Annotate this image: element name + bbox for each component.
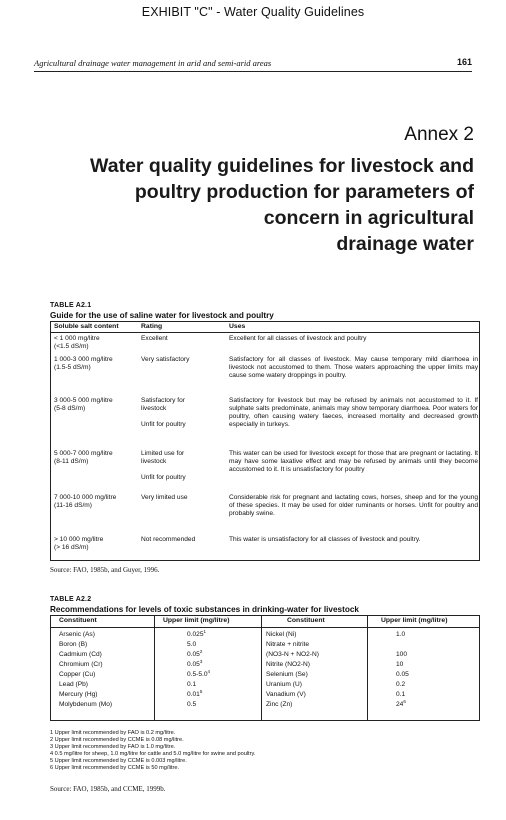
footnote: 4 0.5 mg/litre for sheep, 1.0 mg/litre for cattle and 5.0 mg/litre for swine and poultry. <box>50 751 256 757</box>
footnote: 1 Upper limit recommended by FAO is 0.2 mg/litre. <box>50 730 176 736</box>
column-divider <box>367 616 368 720</box>
upper-limit-cell: 100 <box>396 651 408 658</box>
footnote-marker: 6 <box>403 698 406 704</box>
uses-cell: This water is unsatisfactory for all classes of livestock and poultry. <box>229 536 421 543</box>
title-line: drainage water <box>336 233 474 255</box>
upper-limit-cell: 0.2 <box>396 681 406 688</box>
rating-cell-poultry: Unfit for poultry <box>141 474 186 481</box>
rating-cell: Very limited use <box>141 494 188 501</box>
constituent-cell: Selenium (Se) <box>266 671 308 678</box>
exhibit-header: EXHIBIT "C" - Water Quality Guidelines <box>141 5 365 19</box>
uses-cell: Satisfactory for all classes of livestock. May cause temporary mild diarrhoea in livestock not accustomed to them. Those waters approaching the upper limits may cause some watery droppings in poultry. <box>229 356 478 379</box>
footnotes <box>50 730 255 772</box>
col-header: Soluble salt content <box>54 323 119 330</box>
title-line: concern in agricultural <box>263 207 474 229</box>
upper-limit-cell: 0.5 <box>187 701 197 708</box>
constituent-cell: Vanadium (V) <box>266 691 306 698</box>
upper-limit-cell: 0.01$^5$ <box>187 688 203 698</box>
constituent-cell: Zinc (Zn) <box>266 701 293 708</box>
salt-content-cell: > 10 000 mg/litre (> 16 dS/m) <box>54 536 104 551</box>
footnote: 5 Upper limit recommended by CCME is 0.003 mg/litre. <box>50 758 187 764</box>
running-head-title: Agricultural drainage water management in arid and semi-arid areas <box>34 58 272 68</box>
title-line: Water quality guidelines for livestock and <box>90 155 474 177</box>
constituent-cell: Arsenic (As) <box>59 631 95 638</box>
upper-limit-cell: 10 <box>396 661 404 668</box>
table-header <box>51 616 479 628</box>
uses-cell: This water can be used for livestock except for those that are pregnant or lactating. It may have some laxative effect and may be refused by animals until they become accustomed to it. It is unsatisfactory for poultry <box>229 450 478 473</box>
table-header <box>51 322 479 333</box>
constituent-cell: Nickel (Ni) <box>266 631 297 638</box>
constituent-cell: Cadmium (Cd) <box>59 651 102 658</box>
page-title <box>34 153 474 257</box>
footnote-marker: 3 <box>199 658 203 664</box>
col-header: Constituent <box>287 617 325 624</box>
rating-cell: Not recommended <box>141 536 196 543</box>
constituent-cell: Molybdenum (Mo) <box>59 701 113 708</box>
upper-limit-cell: $0.5-5.0^4$ <box>187 668 211 678</box>
table2-caption: Recommendations for levels of toxic substances in drinking-water for livestock <box>50 605 359 614</box>
constituent-cell: Uranium (U) <box>266 681 302 688</box>
salt-content-cell: 7 000-10 000 mg/litre (11-16 dS/m) <box>54 494 117 509</box>
toxic-substances-table <box>50 615 480 721</box>
saline-water-table <box>50 321 480 561</box>
constituent-cell: Boron (B) <box>59 641 88 648</box>
upper-limit-cell: 0.05$^3$ <box>187 658 203 668</box>
footnote: 2 Upper limit recommended by CCME is 0.08 mg/litre. <box>50 737 184 743</box>
column-divider <box>154 616 155 720</box>
constituent-cell: (NO3-N + NO2-N) <box>266 651 319 658</box>
salt-content-cell: 1 000-3 000 mg/litre (1.5-5 dS/m) <box>54 356 113 371</box>
footnote: 3 Upper limit recommended by FAO is 1.0 mg/litre. <box>50 744 176 750</box>
annex-heading: Annex 2 <box>404 124 474 145</box>
upper-limit-cell: 0.1 <box>396 691 406 698</box>
uses-cell: Excellent for all classes of livestock and poultry <box>229 335 367 342</box>
footnote: 6 Upper limit recommended by CCME is 50 mg/litre. <box>50 765 180 771</box>
constituent-cell: Mercury (Hg) <box>59 691 98 698</box>
rating-cell: Satisfactory for livestock <box>141 397 185 412</box>
table2-label: TABLE A2.2 <box>50 596 92 603</box>
page-number: 161 <box>456 57 472 67</box>
constituent-cell: Lead (Pb) <box>59 681 88 688</box>
salt-content-cell: 5 000-7 000 mg/litre (8-11 dS/m) <box>54 450 113 465</box>
rating-cell: Limited use for livestock <box>141 450 185 465</box>
table2-source: Source: FAO, 1985b, and CCME, 1999b. <box>50 785 166 793</box>
column-divider <box>261 616 262 720</box>
table1-caption: Guide for the use of saline water for livestock and poultry <box>50 311 274 320</box>
footnote-marker: 2 <box>199 648 203 654</box>
rating-cell: Excellent <box>141 335 168 342</box>
constituent-cell: Nitrate + nitrite <box>266 641 310 648</box>
table1-source: Source: FAO, 1985b, and Guyer, 1996. <box>50 566 160 574</box>
upper-limit-cell: 0.1 <box>187 681 197 688</box>
uses-cell: Considerable risk for pregnant and lactating cows, horses, sheep and for the young of these species. It may be used for older ruminants or horses. Unfit for poultry and probably swine. <box>229 494 478 517</box>
col-header: Rating <box>141 323 163 330</box>
title-line: poultry production for parameters of <box>134 181 474 203</box>
upper-limit-cell: 0.05 <box>396 671 409 678</box>
col-header: Uses <box>229 323 246 330</box>
footnote-marker: 1 <box>203 628 207 634</box>
constituent-cell: Chromium (Cr) <box>59 661 103 668</box>
uses-cell: Satisfactory for livestock but may be refused by animals not accustomed to it. If sulphate salts predominate, animals may show temporary diarrhoea. Poor waters for poultry, often causing watery faeces, increased mortality and decreased growth especially in turkeys. <box>229 397 478 428</box>
footnote-marker: 5 <box>199 688 203 694</box>
upper-limit-cell: 0.05$^2$ <box>187 648 203 658</box>
footnote-marker: 4 <box>207 668 211 674</box>
rating-cell-poultry: Unfit for poultry <box>141 421 186 428</box>
upper-limit-cell: 1.0 <box>396 631 406 638</box>
col-header: Upper limit (mg/litre) <box>381 617 448 624</box>
upper-limit-cell: 0.025$^1$ <box>187 628 207 638</box>
upper-limit-cell: $24^6$ <box>396 698 406 708</box>
rating-cell: Very satisfactory <box>141 356 190 363</box>
salt-content-cell: 3 000-5 000 mg/litre (5-8 dS/m) <box>54 397 113 412</box>
table1-label: TABLE A2.1 <box>50 302 92 309</box>
col-header: Constituent <box>59 617 97 624</box>
constituent-cell: Nitrite (NO2-N) <box>266 661 310 668</box>
upper-limit-cell: 5.0 <box>187 641 197 648</box>
constituent-cell: Copper (Cu) <box>59 671 96 678</box>
col-header: Upper limit (mg/litre) <box>163 617 230 624</box>
salt-content-cell: < 1 000 mg/litre (<1.5 dS/m) <box>54 335 100 350</box>
running-head <box>34 56 472 72</box>
